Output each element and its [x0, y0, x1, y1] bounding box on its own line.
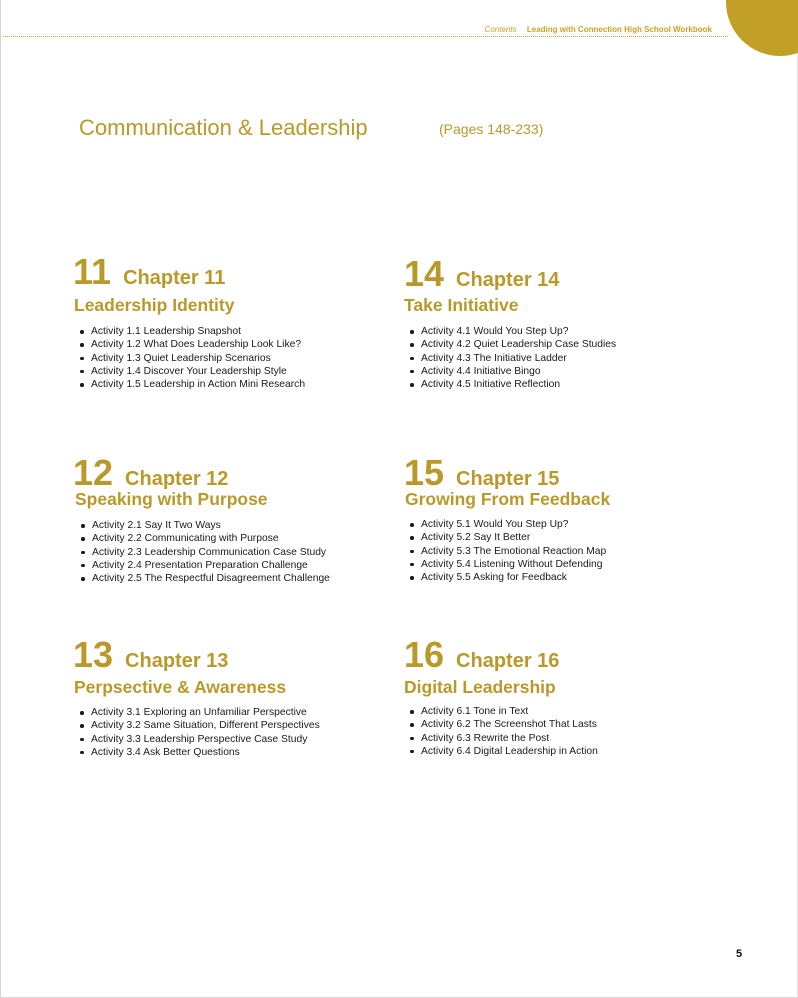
section-title: Communication & Leadership [79, 115, 368, 140]
activity-list [404, 705, 598, 758]
header-divider [3, 36, 728, 37]
chapter-heading [73, 634, 403, 675]
activity-list [75, 519, 330, 585]
activity-item: Activity 3.4 Ask Better Questions [91, 746, 320, 759]
page-edge [0, 0, 1, 998]
activity-item: Activity 2.3 Leadership Communication Case Study [92, 546, 330, 559]
activity-item: Activity 4.5 Initiative Reflection [421, 378, 616, 391]
chapter-16-block [404, 634, 734, 757]
activity-item: Activity 6.2 The Screenshot That Lasts [421, 719, 597, 731]
chapter-number: 12 [73, 452, 114, 493]
chapter-subtitle: Digital Leadership [404, 677, 556, 697]
corner-decoration [726, 0, 798, 56]
chapter-label: Chapter 12 [125, 468, 229, 490]
chapter-label: Chapter 11 [123, 267, 226, 289]
running-header [485, 25, 712, 34]
activity-item: Activity 6.4 Digital Leadership in Action [421, 745, 598, 757]
activity-item: Activity 6.3 Rewrite the Post [421, 732, 598, 745]
chapter-subtitle: Perpsective & Awareness [74, 677, 287, 697]
activity-list [404, 518, 606, 584]
header-contents-label: Contents [484, 25, 517, 34]
chapter-number: 13 [73, 634, 114, 675]
activity-item: Activity 1.4 Discover Your Leadership Style [91, 365, 305, 378]
chapter-label: Chapter 14 [456, 269, 560, 291]
chapter-14-block [404, 253, 734, 391]
activity-item: Activity 1.3 Quiet Leadership Scenarios [91, 352, 305, 365]
activity-item: Activity 4.1 Would You Step Up? [421, 325, 616, 338]
header-book-title: Leading with Connection High School Workbook [526, 25, 712, 34]
chapter-13-block [73, 634, 403, 758]
chapter-number: 11 [73, 251, 112, 292]
activity-item: Activity 1.5 Leadership in Action Mini Research [91, 379, 306, 391]
activity-item: Activity 1.2 What Does Leadership Look Like? [91, 338, 305, 351]
chapter-subtitle: Leadership Identity [74, 295, 235, 315]
chapter-subtitle: Growing From Feedback [405, 489, 611, 509]
activity-item: Activity 2.5 The Respectful Disagreement Challenge [92, 573, 330, 585]
activity-item: Activity 4.3 The Initiative Ladder [421, 352, 616, 365]
activity-item: Activity 5.3 The Emotional Reaction Map [421, 545, 607, 557]
chapter-heading [73, 251, 403, 292]
activity-item: Activity 6.1 Tone in Text [421, 705, 598, 718]
chapter-heading [404, 253, 734, 294]
activity-item: Activity 2.2 Communicating with Purpose [92, 532, 330, 545]
activity-item: Activity 2.1 Say It Two Ways [92, 519, 330, 532]
activity-item: Activity 3.1 Exploring an Unfamiliar Perspective [91, 706, 320, 719]
activity-item: Activity 3.3 Leadership Perspective Case Study [91, 733, 320, 746]
activity-item: Activity 4.4 Initiative Bingo [421, 365, 616, 378]
page-number: 5 [736, 948, 743, 960]
chapter-heading [73, 452, 403, 493]
chapter-label: Chapter 16 [456, 650, 560, 672]
chapter-11-block [73, 251, 403, 391]
activity-list [74, 325, 305, 391]
chapter-subtitle: Take Initiative [404, 295, 519, 315]
chapter-number: 16 [404, 634, 445, 675]
chapter-heading [404, 634, 734, 675]
activity-list [74, 706, 320, 759]
chapter-number: 14 [404, 253, 445, 294]
activity-item: Activity 5.4 Listening Without Defending [421, 558, 606, 571]
chapter-15-block [404, 452, 734, 584]
activity-item: Activity 5.1 Would You Step Up? [421, 518, 606, 531]
activity-list [404, 325, 616, 391]
activity-item: Activity 5.2 Say It Better [421, 531, 606, 544]
chapter-subtitle: Speaking with Purpose [75, 489, 268, 509]
chapter-12-block [73, 452, 403, 585]
chapter-label: Chapter 13 [125, 650, 229, 672]
chapter-label: Chapter 15 [456, 468, 560, 490]
activity-item: Activity 2.4 Presentation Preparation Challenge [92, 559, 330, 572]
activity-item: Activity 3.2 Same Situation, Different Perspectives [91, 720, 320, 732]
section-page-range: (Pages 148-233) [439, 121, 544, 137]
activity-item: Activity 5.5 Asking for Feedback [421, 571, 606, 584]
activity-item: Activity 1.1 Leadership Snapshot [91, 325, 305, 338]
chapter-heading [404, 452, 734, 493]
activity-item: Activity 4.2 Quiet Leadership Case Studies [421, 339, 617, 351]
chapter-number: 15 [404, 452, 445, 493]
